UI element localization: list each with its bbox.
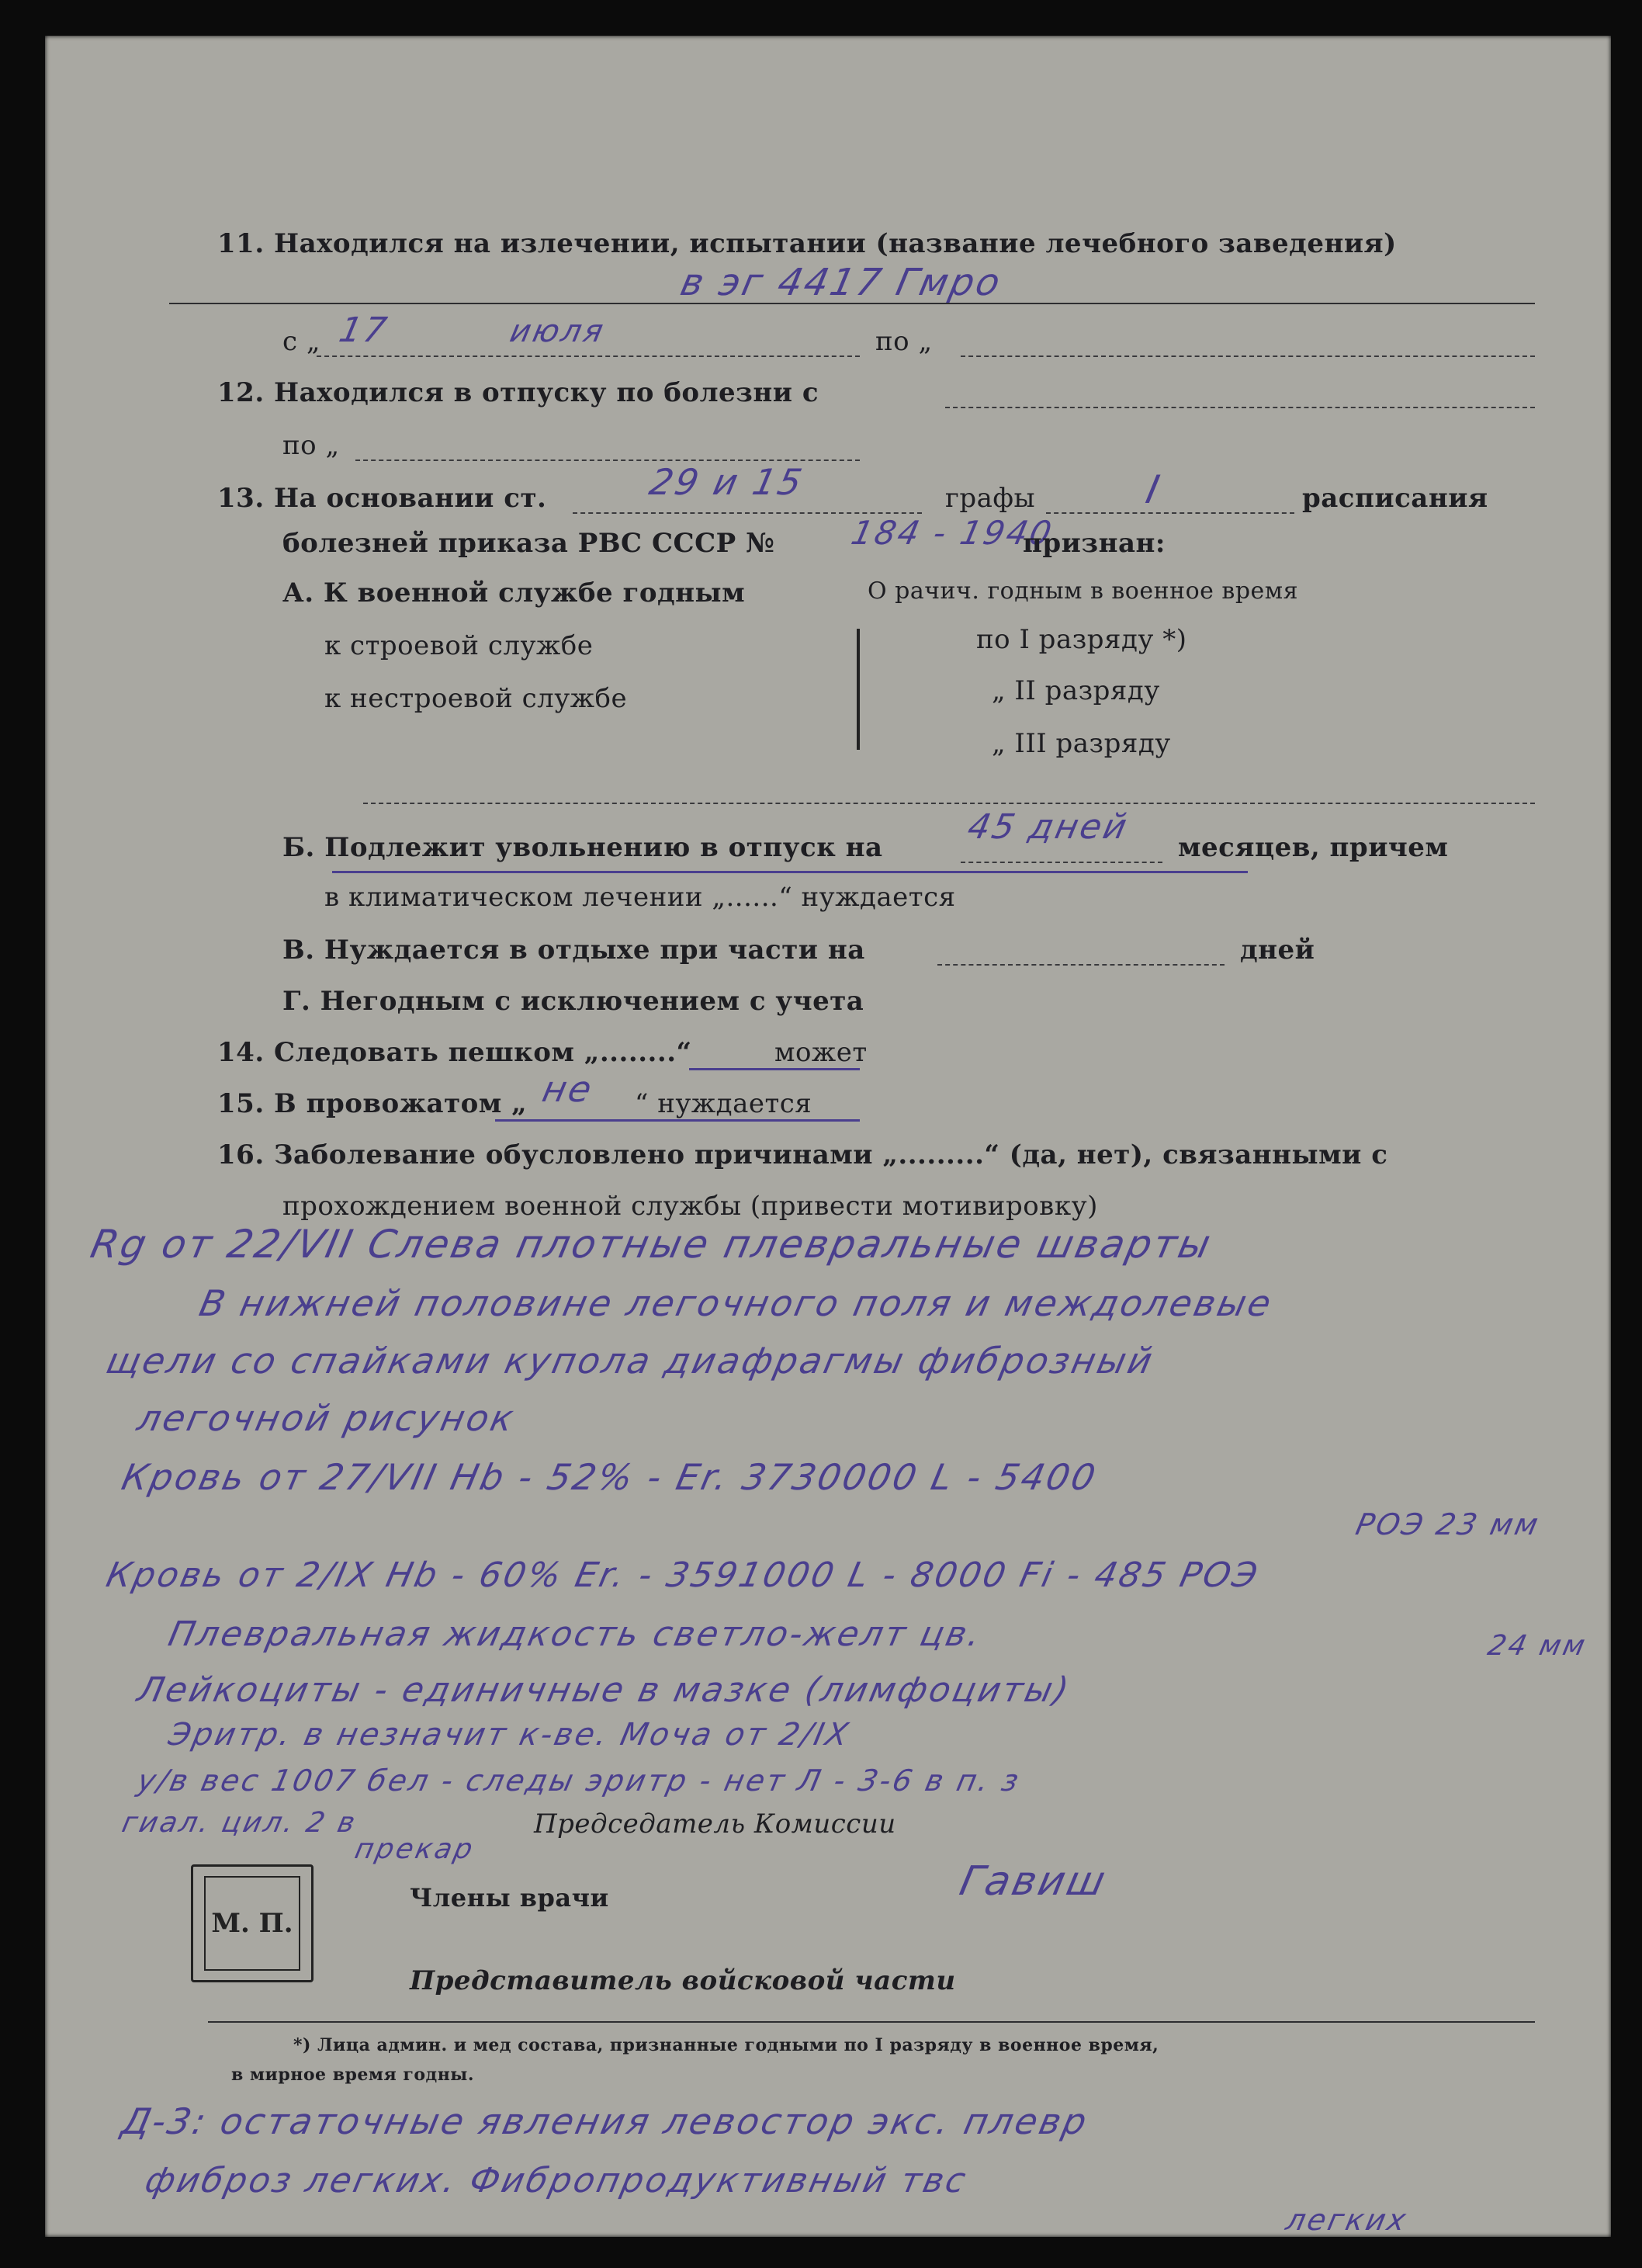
q13-grafy-label: графы bbox=[945, 483, 1036, 514]
q16-line2: прохождением военной службы (привести мотивировку) bbox=[282, 1191, 1098, 1222]
q15-label: 15. В провожатом „ bbox=[217, 1088, 528, 1119]
hand-prekar: прекар bbox=[352, 1833, 478, 1865]
v-days: дней bbox=[1240, 935, 1315, 966]
footnote-rule bbox=[208, 2021, 1535, 2023]
q11-from-month: июля bbox=[507, 314, 609, 349]
section-divider bbox=[363, 803, 1535, 804]
q15-end: “ нуждается bbox=[635, 1088, 812, 1119]
q11-from-day: 17 bbox=[335, 310, 393, 350]
q12-to-label: по „ bbox=[282, 430, 340, 461]
q11-to-line bbox=[961, 355, 1535, 357]
q13-line2: болезней приказа РВС СССР № bbox=[282, 528, 775, 559]
q13-order-number: 184 - 1940 bbox=[847, 514, 1058, 552]
footnote-1: *) Лица админ. и мед состава, признанные годными по I разряду в военное время, bbox=[293, 2035, 1159, 2055]
hand-line-11: гиал. цил. 2 в bbox=[119, 1807, 360, 1839]
hand-line-4: легочной рисунок bbox=[133, 1397, 520, 1439]
hand-line-1: Rg от 22/VII Слева плотные плевральные шварты bbox=[86, 1222, 1217, 1267]
stamp-label: М. П. bbox=[204, 1876, 300, 1971]
hand-line-6: Кровь от 2/IX Hb - 60% Er. - 3591000 L - 8000 Fi - 485 РОЭ bbox=[102, 1555, 1263, 1595]
column-divider bbox=[857, 629, 860, 750]
signature: Гавиш bbox=[955, 1858, 1112, 1905]
g-label: Г. Негодным с исключением с учета bbox=[282, 986, 864, 1017]
q12-from-line bbox=[945, 407, 1535, 408]
b-days-line bbox=[961, 862, 1162, 863]
diagnosis-line-3: легких bbox=[1283, 2203, 1412, 2237]
b-months: месяцев, причем bbox=[1178, 832, 1449, 863]
hand-line-5b: РОЭ 23 мм bbox=[1353, 1507, 1543, 1541]
q11-underline bbox=[169, 303, 1535, 304]
q11-from-line bbox=[317, 355, 860, 357]
hand-line-8: Лейкоциты - единичные в мазке (лимфоциты) bbox=[133, 1670, 1075, 1710]
ogr-label: О рачич. годным в военное время bbox=[868, 577, 1299, 605]
hand-line-5: Кровь от 27/VII Hb - 52% - Er. 3730000 L - 5400 bbox=[118, 1456, 1102, 1498]
v-line bbox=[937, 964, 1225, 966]
q11-label: 11. Находился на излечении, испытании (название лечебного заведения) bbox=[217, 228, 1397, 259]
q13-grafa-line bbox=[1046, 512, 1294, 514]
hand-line-2: В нижней половине легочного поля и междолевые bbox=[196, 1282, 1277, 1324]
chairman-label: Председатель Комиссии bbox=[534, 1809, 896, 1840]
stamp-frame bbox=[191, 1864, 314, 1982]
b-line2: в климатическом лечении „......“ нуждается bbox=[324, 882, 956, 913]
ogr-r2: „ II разряду bbox=[992, 675, 1160, 706]
b-ink-underline bbox=[332, 871, 1248, 873]
q15-hand: не bbox=[539, 1068, 598, 1110]
hand-line-3: щели со спайками купола диафрагмы фиброзный bbox=[102, 1340, 1159, 1382]
form-sheet bbox=[45, 36, 1611, 2237]
a-label: А. К военной службе годным bbox=[282, 577, 746, 609]
v-label: В. Нуждается в отдыхе при части на bbox=[282, 935, 865, 966]
ogr-r1: по I разряду *) bbox=[976, 624, 1187, 655]
q14-mozhet: может bbox=[774, 1037, 868, 1068]
diagnosis-line-1: Д-3: остаточные явления левостор экс. плевр bbox=[118, 2100, 1093, 2142]
a-nestroevoy: к нестроевой службе bbox=[324, 683, 628, 714]
a-stroevoy: к строевой службе bbox=[324, 630, 594, 661]
q13-grafa: I bbox=[1141, 467, 1166, 512]
hand-line-10: у/в вес 1007 бел - следы эритр - нет Л - 3-6 в п. з bbox=[134, 1763, 1024, 1798]
q11-from-prefix: с „ bbox=[282, 326, 320, 357]
rep-label: Представитель войсковой части bbox=[410, 1965, 956, 1996]
hand-line-7: Плевральная жидкость светло-желт цв. bbox=[165, 1614, 986, 1654]
hand-line-7b: 24 мм bbox=[1484, 1630, 1590, 1662]
members-label: Члены врачи bbox=[410, 1883, 609, 1913]
q13-label: 13. На основании ст. bbox=[217, 483, 547, 514]
q16-label: 16. Заболевание обусловлено причинами „.........“ (да, нет), связанными с bbox=[217, 1139, 1388, 1170]
hand-line-9: Эритр. в незначит к-ве. Моча от 2/IX bbox=[165, 1717, 854, 1753]
q11-to-label: по „ bbox=[875, 326, 933, 357]
footnote-2: в мирное время годны. bbox=[231, 2065, 475, 2085]
q15-ink-underline bbox=[495, 1119, 860, 1122]
q12-label: 12. Находился в отпуску по болезни с bbox=[217, 377, 819, 408]
b-hand-days: 45 дней bbox=[964, 807, 1133, 847]
q14-label: 14. Следовать пешком „........“ bbox=[217, 1037, 692, 1068]
ogr-r3: „ III разряду bbox=[992, 728, 1171, 759]
diagnosis-line-2: фиброз легких. Фибропродуктивный твс bbox=[141, 2161, 972, 2200]
q13-article: 29 и 15 bbox=[646, 461, 808, 503]
b-label: Б. Подлежит увольнению в отпуск на bbox=[282, 832, 883, 863]
q13-priznan: признан: bbox=[1023, 528, 1166, 559]
q11-handwritten-institution: в эг 4417 Гмро bbox=[677, 261, 1006, 304]
q13-raspis-label: расписания bbox=[1302, 483, 1488, 514]
q14-ink-underline bbox=[689, 1068, 860, 1070]
